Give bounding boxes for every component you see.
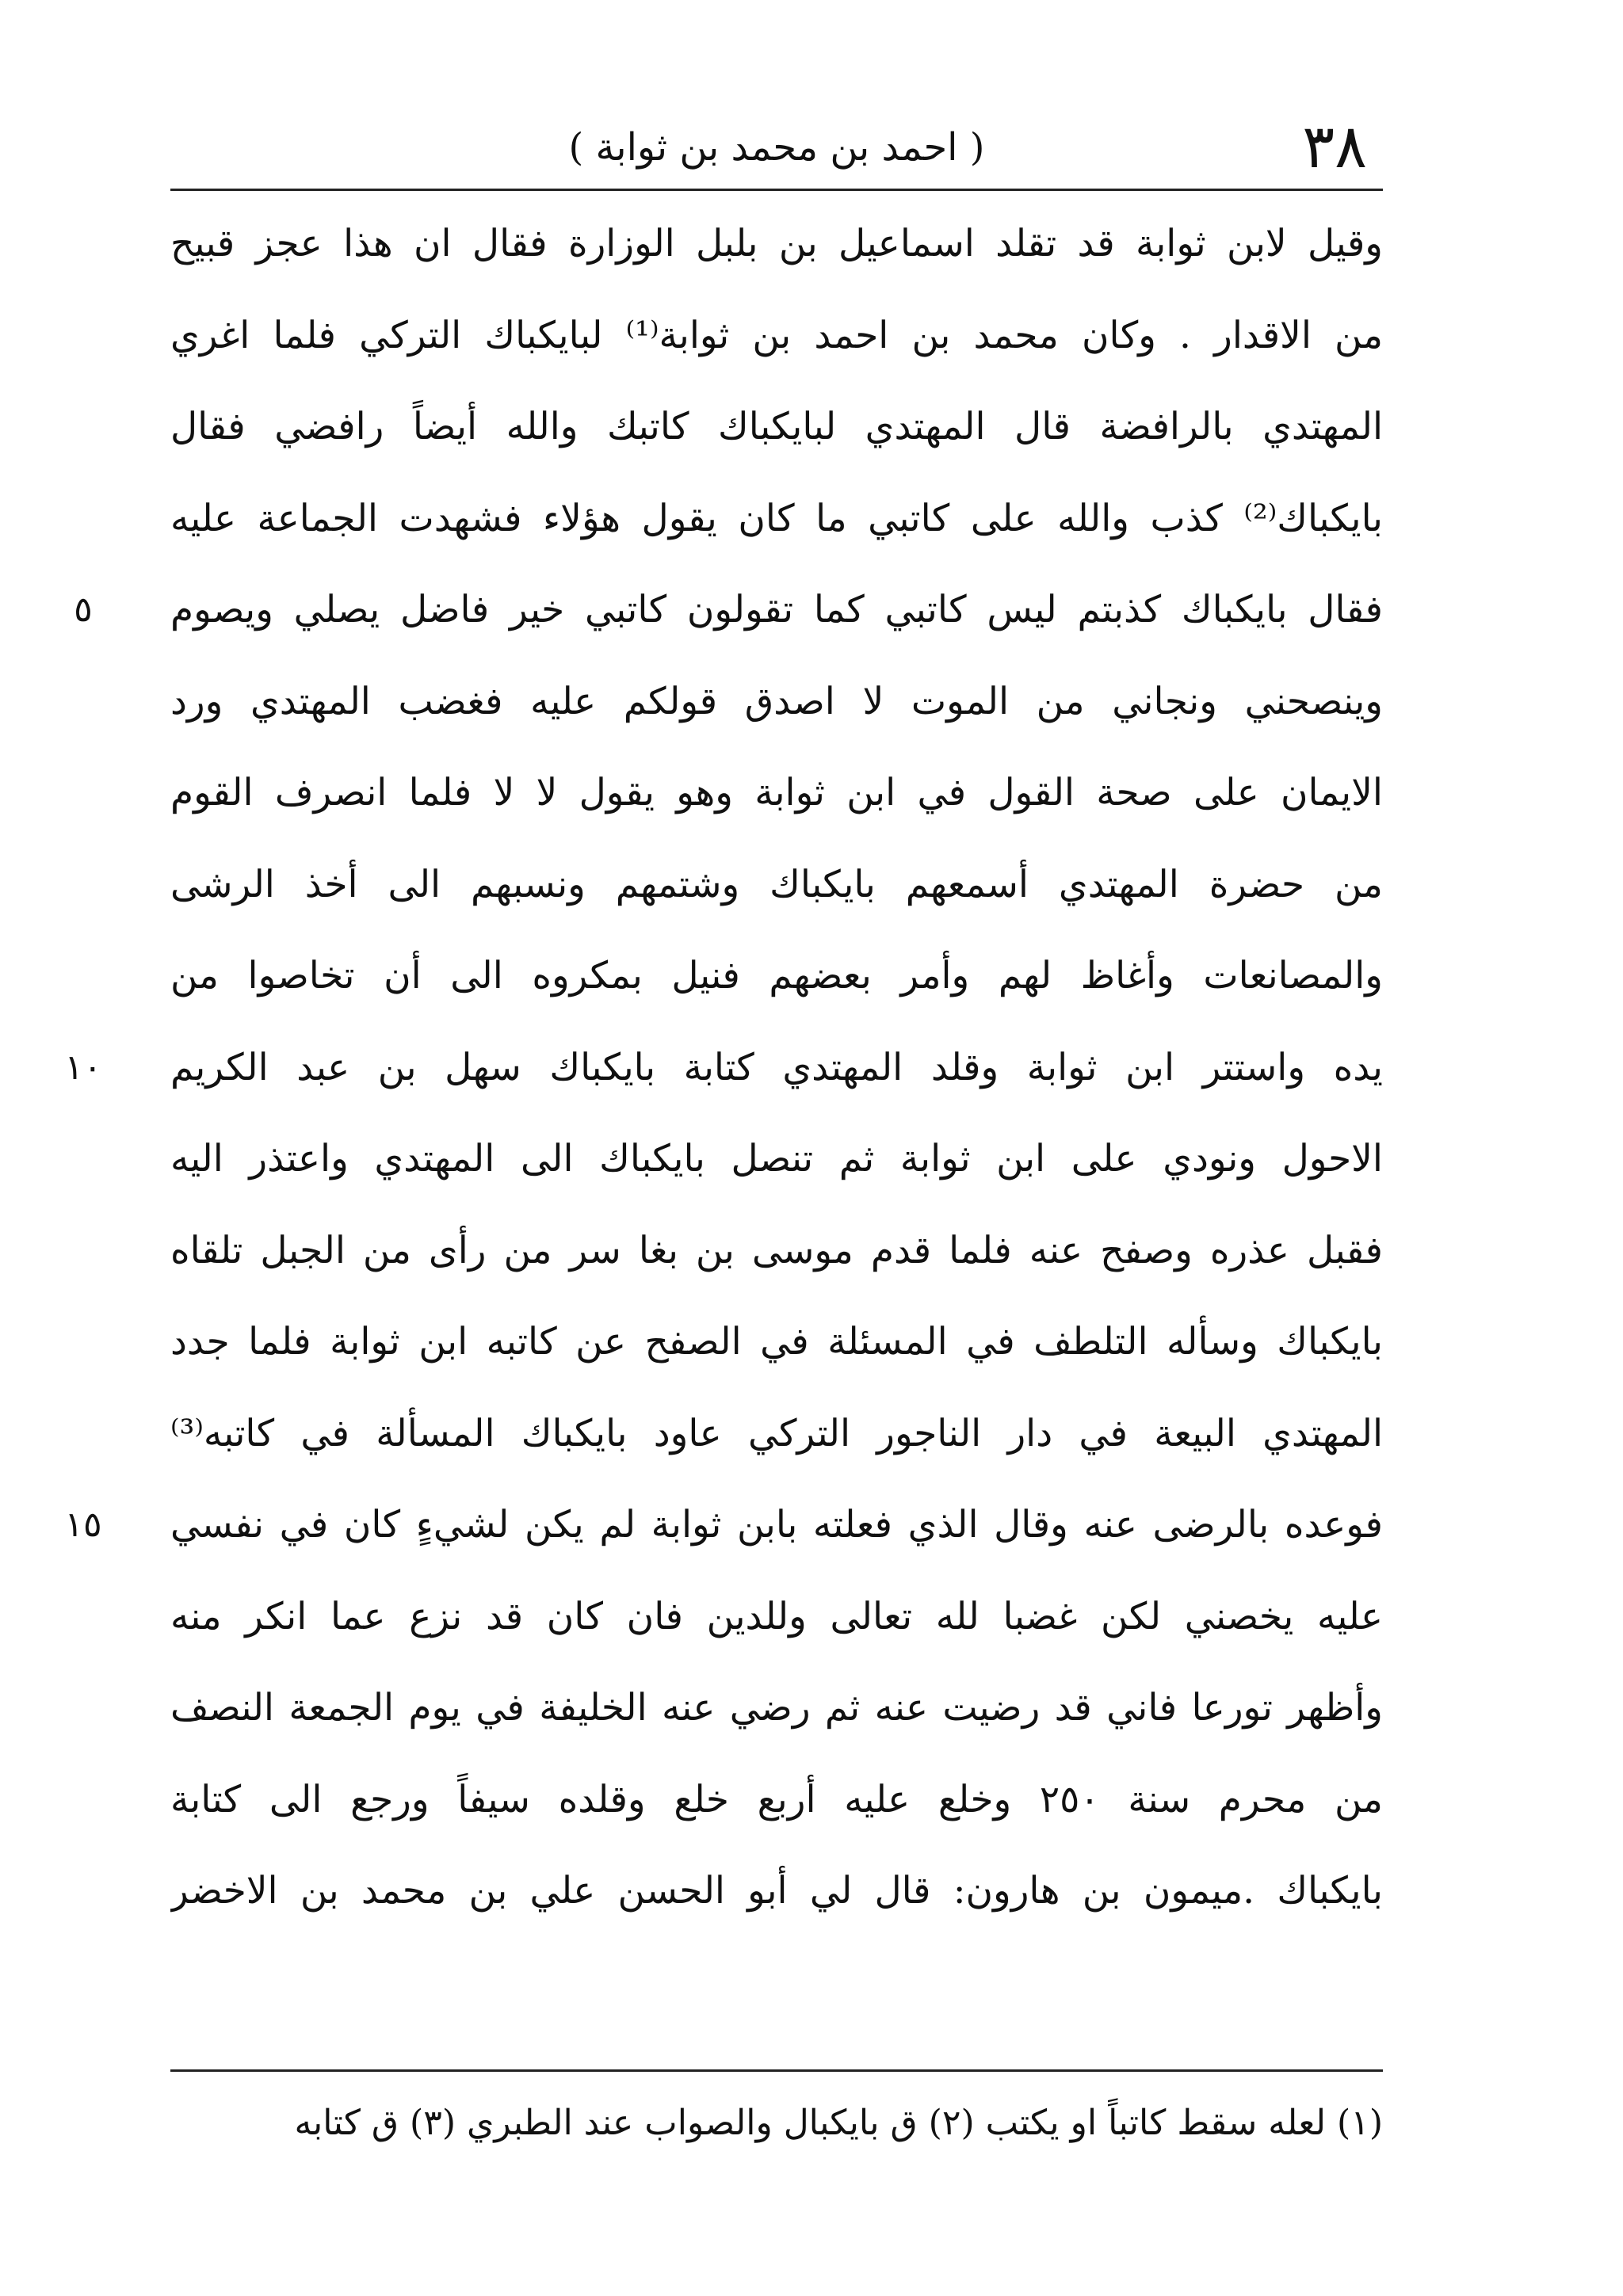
text-line: وينصحني ونجاني من الموت لا اصدق قولكم عليه فغضب المهتدي ورد bbox=[170, 679, 1383, 723]
text-line: المهتدي البيعة في دار الناجور التركي عاود بايكباك المسألة في كاتبه⁽³⁾ bbox=[170, 1411, 1383, 1455]
text-line: وأظهر تورعا فاني قد رضيت عنه ثم رضي عنه الخليفة في يوم الجمعة النصف bbox=[170, 1686, 1383, 1730]
header-rule bbox=[170, 189, 1383, 191]
text-line: بايكباك⁽²⁾ كذب والله على كاتبي ما كان يقول هؤلاء فشهدت الجماعة عليه bbox=[170, 496, 1383, 540]
text-line: من حضرة المهتدي أسمعهم بايكباك وشتمهم ونسبهم الى أخذ الرشى bbox=[170, 862, 1383, 906]
text-line: الاحول ونودي على ابن ثوابة ثم تنصل بايكباك الى المهتدي واعتذر اليه bbox=[170, 1137, 1383, 1180]
text-line: فقال بايكباك كذبتم ليس كاتبي كما تقولون كاتبي خير فاضل يصلي ويصوم bbox=[170, 588, 1383, 631]
footnotes: (١) لعله سقط كاتباً او يكتب (٢) ق بايكبال والصواب عند الطبري (٣) ق كتابه bbox=[294, 2103, 1383, 2143]
line-number-marker: ٥ bbox=[74, 589, 93, 630]
text-line: يده واستتر ابن ثوابة وقلد المهتدي كتابة بايكباك سهل بن عبد الكريم bbox=[170, 1045, 1383, 1089]
body-text bbox=[64, 198, 1383, 1937]
text-line: بايكباك .ميمون بن هارون: قال لي أبو الحسن علي بن محمد بن الاخضر bbox=[170, 1869, 1383, 1913]
text-line: بايكباك وسأله التلطف في المسئلة في الصفح عن كاتبه ابن ثوابة فلما جدد bbox=[170, 1320, 1383, 1363]
text-line: من محرم سنة ٢٥٠ وخلع عليه أربع خلع وقلده سيفاً ورجع الى كتابة bbox=[170, 1777, 1383, 1821]
page-header bbox=[170, 111, 1383, 182]
text-line: فوعده بالرضى عنه وقال الذي فعلته بابن ثوابة لم يكن لشيءٍ كان في نفسي bbox=[170, 1503, 1383, 1547]
text-line: فقبل عذره وصفح عنه فلما قدم موسى بن بغا سر من رأى من الجبل تلقاه bbox=[170, 1228, 1383, 1272]
line-number-marker: ١٥ bbox=[64, 1505, 102, 1545]
footnote-rule bbox=[170, 2069, 1383, 2072]
text-line: المهتدي بالرافضة قال المهتدي لبايكباك كاتبك والله أيضاً رافضي فقال bbox=[170, 405, 1383, 448]
text-line: عليه يخصني لكن غضبا لله تعالى وللدين فان كان قد نزع عما انكر منه bbox=[170, 1594, 1383, 1638]
text-line: وقيل لابن ثوابة قد تقلد اسماعيل بن بلبل الوزارة فقال ان هذا عجز قبيح bbox=[170, 222, 1383, 265]
page-number: ٣٨ bbox=[1302, 111, 1367, 181]
running-title: ( احمد بن محمد بن ثوابة ) bbox=[568, 125, 985, 170]
text-line: من الاقدار . وكان محمد بن احمد بن ثوابة⁽¹⁾ لبايكباك التركي فلما اغري bbox=[170, 313, 1383, 357]
text-line: والمصانعات وأغاظ لهم وأمر بعضهم فنيل بمكروه الى أن تخاصوا من bbox=[170, 954, 1383, 997]
text-line: الايمان على صحة القول في ابن ثوابة وهو يقول لا لا فلما انصرف القوم bbox=[170, 771, 1383, 814]
line-number-marker: ١٠ bbox=[64, 1047, 102, 1088]
